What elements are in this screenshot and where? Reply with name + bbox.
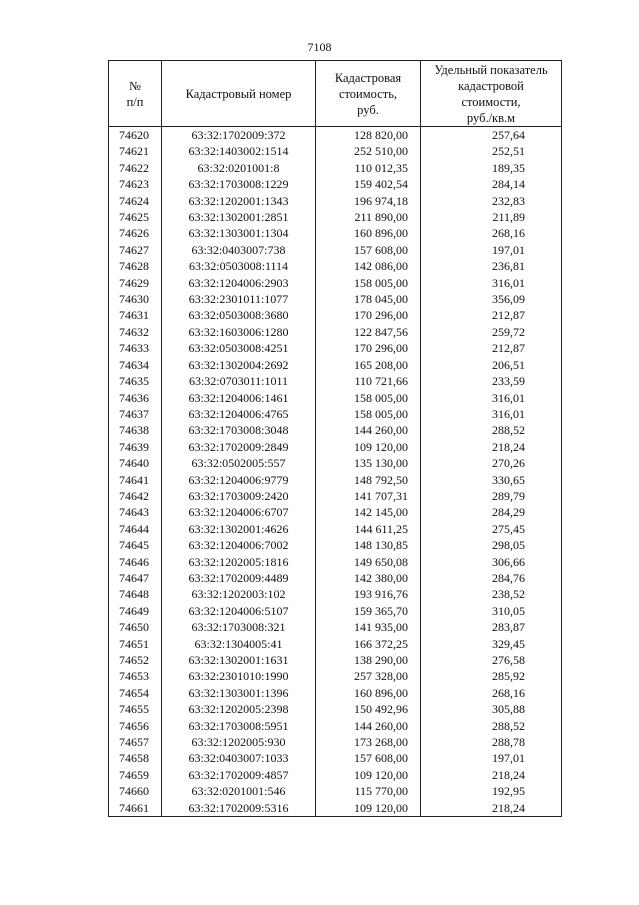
cadastral-number: 63:32:0502005:557 <box>162 455 316 471</box>
table-row <box>109 504 562 520</box>
row-number: 74620 <box>109 127 162 144</box>
cadastral-value: 193 916,76 <box>316 586 421 602</box>
cadastral-value: 160 896,00 <box>316 685 421 701</box>
specific-value: 238,52 <box>421 586 562 602</box>
table-row <box>109 242 562 258</box>
row-number: 74635 <box>109 373 162 389</box>
table-row <box>109 472 562 488</box>
cadastral-number: 63:32:0503008:1114 <box>162 258 316 274</box>
table-row <box>109 143 562 159</box>
specific-value: 310,05 <box>421 603 562 619</box>
row-number: 74634 <box>109 357 162 373</box>
cadastral-value: 149 650,08 <box>316 554 421 570</box>
specific-value: 197,01 <box>421 750 562 766</box>
table-row <box>109 734 562 750</box>
specific-value: 275,45 <box>421 521 562 537</box>
table-row <box>109 521 562 537</box>
cadastral-value: 141 935,00 <box>316 619 421 635</box>
cadastral-value: 142 145,00 <box>316 504 421 520</box>
row-number: 74655 <box>109 701 162 717</box>
table-row <box>109 373 562 389</box>
cadastral-number: 63:32:1302004:2692 <box>162 357 316 373</box>
table-row <box>109 340 562 356</box>
specific-value: 330,65 <box>421 472 562 488</box>
cadastral-value: 170 296,00 <box>316 340 421 356</box>
table-row <box>109 685 562 701</box>
row-number: 74644 <box>109 521 162 537</box>
table-row <box>109 160 562 176</box>
cadastral-number: 63:32:1202005:1816 <box>162 554 316 570</box>
specific-value: 257,64 <box>421 127 562 144</box>
cadastral-value: 158 005,00 <box>316 406 421 422</box>
table-row <box>109 357 562 373</box>
specific-value: 218,24 <box>421 439 562 455</box>
row-number: 74651 <box>109 636 162 652</box>
cadastral-value: 142 380,00 <box>316 570 421 586</box>
cadastral-number: 63:32:0503008:3680 <box>162 307 316 323</box>
cadastral-value: 211 890,00 <box>316 209 421 225</box>
cadastral-value: 142 086,00 <box>316 258 421 274</box>
specific-value: 284,14 <box>421 176 562 192</box>
cadastral-number: 63:32:1303001:1304 <box>162 225 316 241</box>
cadastral-value: 148 130,85 <box>316 537 421 553</box>
table-row <box>109 422 562 438</box>
row-number: 74633 <box>109 340 162 356</box>
row-number: 74639 <box>109 439 162 455</box>
table-header-row <box>109 61 562 127</box>
cadastral-value: 128 820,00 <box>316 127 421 144</box>
specific-value: 288,52 <box>421 422 562 438</box>
table-row <box>109 570 562 586</box>
cadastral-value: 257 328,00 <box>316 668 421 684</box>
specific-value: 218,24 <box>421 800 562 817</box>
specific-value: 268,16 <box>421 225 562 241</box>
table-row <box>109 209 562 225</box>
specific-value: 232,83 <box>421 193 562 209</box>
table-row <box>109 225 562 241</box>
specific-value: 259,72 <box>421 324 562 340</box>
table-row <box>109 554 562 570</box>
cadastral-number: 63:32:1204006:6707 <box>162 504 316 520</box>
cadastral-number: 63:32:1703008:321 <box>162 619 316 635</box>
table-row <box>109 652 562 668</box>
specific-value: 276,58 <box>421 652 562 668</box>
specific-value: 233,59 <box>421 373 562 389</box>
row-number: 74628 <box>109 258 162 274</box>
row-number: 74658 <box>109 750 162 766</box>
row-number: 74626 <box>109 225 162 241</box>
table-row <box>109 127 562 144</box>
header-cadastral-number: Кадастровый номер <box>162 61 316 127</box>
table-body <box>109 127 562 817</box>
cadastral-value: 122 847,56 <box>316 324 421 340</box>
specific-value: 305,88 <box>421 701 562 717</box>
specific-value: 212,87 <box>421 340 562 356</box>
cadastral-number: 63:32:0201001:8 <box>162 160 316 176</box>
table-row <box>109 636 562 652</box>
table-row <box>109 603 562 619</box>
table-row <box>109 406 562 422</box>
specific-value: 283,87 <box>421 619 562 635</box>
header-cadastral-value: Кадастровая стоимость, руб. <box>316 61 421 127</box>
row-number: 74653 <box>109 668 162 684</box>
cadastral-number: 63:32:1204006:1461 <box>162 390 316 406</box>
specific-value: 192,95 <box>421 783 562 799</box>
table-row <box>109 701 562 717</box>
specific-value: 197,01 <box>421 242 562 258</box>
cadastral-number: 63:32:2301010:1990 <box>162 668 316 684</box>
cadastral-value: 144 260,00 <box>316 718 421 734</box>
cadastral-number: 63:32:1204006:7002 <box>162 537 316 553</box>
cadastral-number: 63:32:1302001:1631 <box>162 652 316 668</box>
specific-value: 288,52 <box>421 718 562 734</box>
row-number: 74631 <box>109 307 162 323</box>
table-row <box>109 193 562 209</box>
table-row <box>109 668 562 684</box>
table-row <box>109 586 562 602</box>
cadastral-value: 196 974,18 <box>316 193 421 209</box>
row-number: 74649 <box>109 603 162 619</box>
row-number: 74660 <box>109 783 162 799</box>
cadastral-value: 159 402,54 <box>316 176 421 192</box>
cadastral-value: 115 770,00 <box>316 783 421 799</box>
cadastral-number: 63:32:1204006:4765 <box>162 406 316 422</box>
cadastral-number: 63:32:1702009:5316 <box>162 800 316 817</box>
cadastral-table <box>108 60 562 817</box>
specific-value: 268,16 <box>421 685 562 701</box>
specific-value: 189,35 <box>421 160 562 176</box>
cadastral-number: 63:32:1204006:9779 <box>162 472 316 488</box>
cadastral-value: 144 260,00 <box>316 422 421 438</box>
table-row <box>109 439 562 455</box>
cadastral-value: 159 365,70 <box>316 603 421 619</box>
specific-value: 211,89 <box>421 209 562 225</box>
specific-value: 252,51 <box>421 143 562 159</box>
table-row <box>109 767 562 783</box>
row-number: 74636 <box>109 390 162 406</box>
cadastral-value: 170 296,00 <box>316 307 421 323</box>
row-number: 74650 <box>109 619 162 635</box>
table-row <box>109 455 562 471</box>
table-row <box>109 176 562 192</box>
cadastral-value: 158 005,00 <box>316 390 421 406</box>
header-num: № п/п <box>109 61 162 127</box>
row-number: 74659 <box>109 767 162 783</box>
cadastral-number: 63:32:1403002:1514 <box>162 143 316 159</box>
row-number: 74643 <box>109 504 162 520</box>
specific-value: 289,79 <box>421 488 562 504</box>
row-number: 74638 <box>109 422 162 438</box>
specific-value: 329,45 <box>421 636 562 652</box>
cadastral-number: 63:32:1702009:372 <box>162 127 316 144</box>
table-row <box>109 619 562 635</box>
cadastral-value: 135 130,00 <box>316 455 421 471</box>
cadastral-number: 63:32:1304005:41 <box>162 636 316 652</box>
cadastral-value: 144 611,25 <box>316 521 421 537</box>
row-number: 74656 <box>109 718 162 734</box>
cadastral-number: 63:32:1204006:2903 <box>162 275 316 291</box>
table-row <box>109 324 562 340</box>
table-row <box>109 291 562 307</box>
table-row <box>109 537 562 553</box>
specific-value: 212,87 <box>421 307 562 323</box>
row-number: 74641 <box>109 472 162 488</box>
cadastral-number: 63:32:1303001:1396 <box>162 685 316 701</box>
specific-value: 288,78 <box>421 734 562 750</box>
cadastral-value: 157 608,00 <box>316 750 421 766</box>
cadastral-number: 63:32:1603006:1280 <box>162 324 316 340</box>
cadastral-number: 63:32:1703008:5951 <box>162 718 316 734</box>
row-number: 74629 <box>109 275 162 291</box>
cadastral-number: 63:32:1302001:2851 <box>162 209 316 225</box>
cadastral-number: 63:32:1703009:2420 <box>162 488 316 504</box>
cadastral-value: 166 372,25 <box>316 636 421 652</box>
cadastral-value: 109 120,00 <box>316 767 421 783</box>
specific-value: 285,92 <box>421 668 562 684</box>
cadastral-number: 63:32:1703008:3048 <box>162 422 316 438</box>
specific-value: 218,24 <box>421 767 562 783</box>
cadastral-number: 63:32:1702009:2849 <box>162 439 316 455</box>
cadastral-number: 63:32:1202005:930 <box>162 734 316 750</box>
cadastral-value: 165 208,00 <box>316 357 421 373</box>
specific-value: 306,66 <box>421 554 562 570</box>
specific-value: 236,81 <box>421 258 562 274</box>
row-number: 74657 <box>109 734 162 750</box>
row-number: 74642 <box>109 488 162 504</box>
cadastral-value: 110 721,66 <box>316 373 421 389</box>
table-row <box>109 750 562 766</box>
specific-value: 270,26 <box>421 455 562 471</box>
row-number: 74627 <box>109 242 162 258</box>
cadastral-number: 63:32:1302001:4626 <box>162 521 316 537</box>
cadastral-number: 63:32:1202005:2398 <box>162 701 316 717</box>
table-row <box>109 800 562 817</box>
cadastral-value: 148 792,50 <box>316 472 421 488</box>
cadastral-value: 157 608,00 <box>316 242 421 258</box>
specific-value: 316,01 <box>421 406 562 422</box>
specific-value: 284,29 <box>421 504 562 520</box>
cadastral-number: 63:32:1202003:102 <box>162 586 316 602</box>
row-number: 74637 <box>109 406 162 422</box>
cadastral-value: 138 290,00 <box>316 652 421 668</box>
row-number: 74654 <box>109 685 162 701</box>
cadastral-value: 173 268,00 <box>316 734 421 750</box>
cadastral-number: 63:32:0403007:1033 <box>162 750 316 766</box>
cadastral-number: 63:32:0503008:4251 <box>162 340 316 356</box>
row-number: 74640 <box>109 455 162 471</box>
header-specific-value: Удельный показатель кадастровой стоимости, руб./кв.м <box>421 61 562 127</box>
row-number: 74647 <box>109 570 162 586</box>
row-number: 74624 <box>109 193 162 209</box>
cadastral-value: 150 492,96 <box>316 701 421 717</box>
row-number: 74622 <box>109 160 162 176</box>
specific-value: 284,76 <box>421 570 562 586</box>
table-row <box>109 258 562 274</box>
table-row <box>109 718 562 734</box>
row-number: 74646 <box>109 554 162 570</box>
cadastral-number: 63:32:1702009:4489 <box>162 570 316 586</box>
cadastral-number: 63:32:1703008:1229 <box>162 176 316 192</box>
cadastral-number: 63:32:0703011:1011 <box>162 373 316 389</box>
table-row <box>109 390 562 406</box>
specific-value: 206,51 <box>421 357 562 373</box>
row-number: 74652 <box>109 652 162 668</box>
specific-value: 356,09 <box>421 291 562 307</box>
cadastral-value: 252 510,00 <box>316 143 421 159</box>
cadastral-number: 63:32:1204006:5107 <box>162 603 316 619</box>
cadastral-value: 110 012,35 <box>316 160 421 176</box>
table-row <box>109 307 562 323</box>
row-number: 74645 <box>109 537 162 553</box>
specific-value: 316,01 <box>421 390 562 406</box>
cadastral-number: 63:32:0201001:546 <box>162 783 316 799</box>
cadastral-number: 63:32:1202001:1343 <box>162 193 316 209</box>
page-number: 7108 <box>307 40 332 54</box>
cadastral-value: 109 120,00 <box>316 439 421 455</box>
specific-value: 298,05 <box>421 537 562 553</box>
cadastral-value: 178 045,00 <box>316 291 421 307</box>
row-number: 74621 <box>109 143 162 159</box>
cadastral-value: 141 707,31 <box>316 488 421 504</box>
row-number: 74623 <box>109 176 162 192</box>
table-row <box>109 275 562 291</box>
row-number: 74661 <box>109 800 162 817</box>
cadastral-value: 160 896,00 <box>316 225 421 241</box>
row-number: 74625 <box>109 209 162 225</box>
cadastral-number: 63:32:2301011:1077 <box>162 291 316 307</box>
cadastral-number: 63:32:0403007:738 <box>162 242 316 258</box>
cadastral-value: 109 120,00 <box>316 800 421 817</box>
table-row <box>109 783 562 799</box>
table-row <box>109 488 562 504</box>
specific-value: 316,01 <box>421 275 562 291</box>
cadastral-number: 63:32:1702009:4857 <box>162 767 316 783</box>
row-number: 74632 <box>109 324 162 340</box>
row-number: 74648 <box>109 586 162 602</box>
row-number: 74630 <box>109 291 162 307</box>
cadastral-value: 158 005,00 <box>316 275 421 291</box>
